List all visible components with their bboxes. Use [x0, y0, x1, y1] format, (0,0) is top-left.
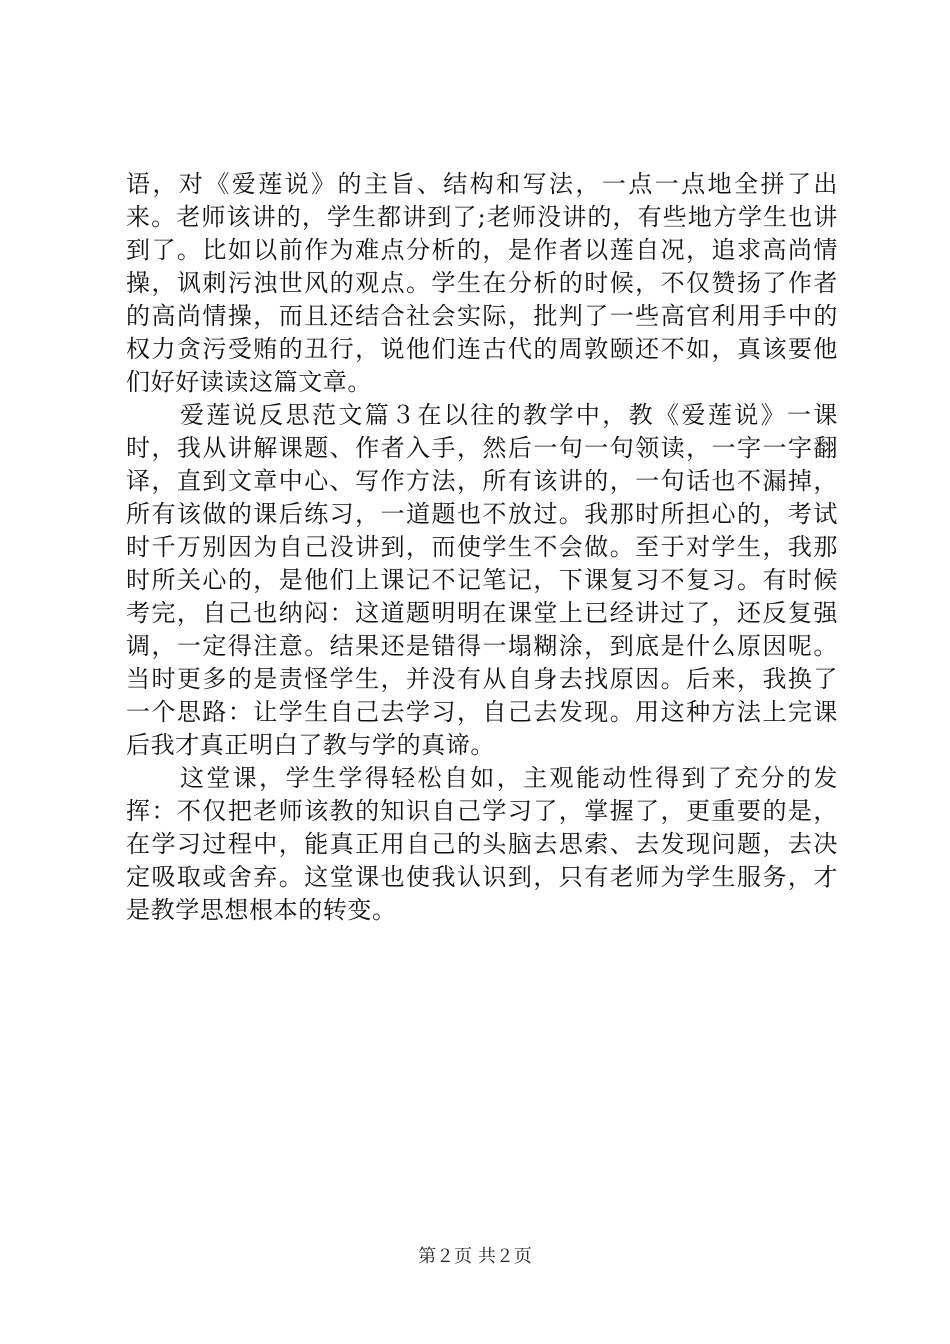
paragraph-conclusion: 这堂课，学生学得轻松自如，主观能动性得到了充分的发挥：不仅把老师该教的知识自己学习了，掌握了，更重要的是，在学习过程中，能真正用自己的头脑去思索、去发现问题，去决定吸取或舍弃。这堂课也使我认识到，只有老师为学生服务，才是教学思想根本的转变。 — [126, 764, 838, 924]
body-text — [126, 168, 838, 927]
paragraph-continuation: 语，对《爱莲说》的主旨、结构和写法，一点一点地全拼了出来。老师该讲的，学生都讲到了;老师没讲的，有些地方学生也讲到了。比如以前作为难点分析的，是作者以莲自况，追求高尚情操，讽刺污浊世风的观点。学生在分析的时候，不仅赞扬了作者的高尚情操，而且还结合社会实际，批判了一些高官利用手中的权力贪污受贿的丑行，说他们连古代的周敦颐还不如，真该要他们好好读读这篇文章。 — [126, 170, 838, 396]
paragraph-reflection-3: 爱莲说反思范文篇３在以往的教学中，教《爱莲说》一课时，我从讲解课题、作者入手，然后一句一句领读，一字一字翻译，直到文章中心、写作方法，所有该讲的，一句话也不漏掉，所有该做的课后练习，一道题也不放过。我那时所担心的，考试时千万别因为自己没讲到，而使学生不会做。至于对学生，我那时所关心的，是他们上课记不记笔记，下课复习不复习。有时候考完，自己也纳闷：这道题明明在课堂上已经讲过了，还反复强调，一定得注意。结果还是错得一塌糊涂，到底是什么原因呢。当时更多的是责怪学生，并没有从自身去找原因。后来，我换了一个思路：让学生自己去学习，自己去发现。用这种方法上完课后我才真正明白了教与学的真谛。 — [126, 401, 838, 759]
page-number-footer: 第２页 共２页 — [418, 1246, 532, 1267]
